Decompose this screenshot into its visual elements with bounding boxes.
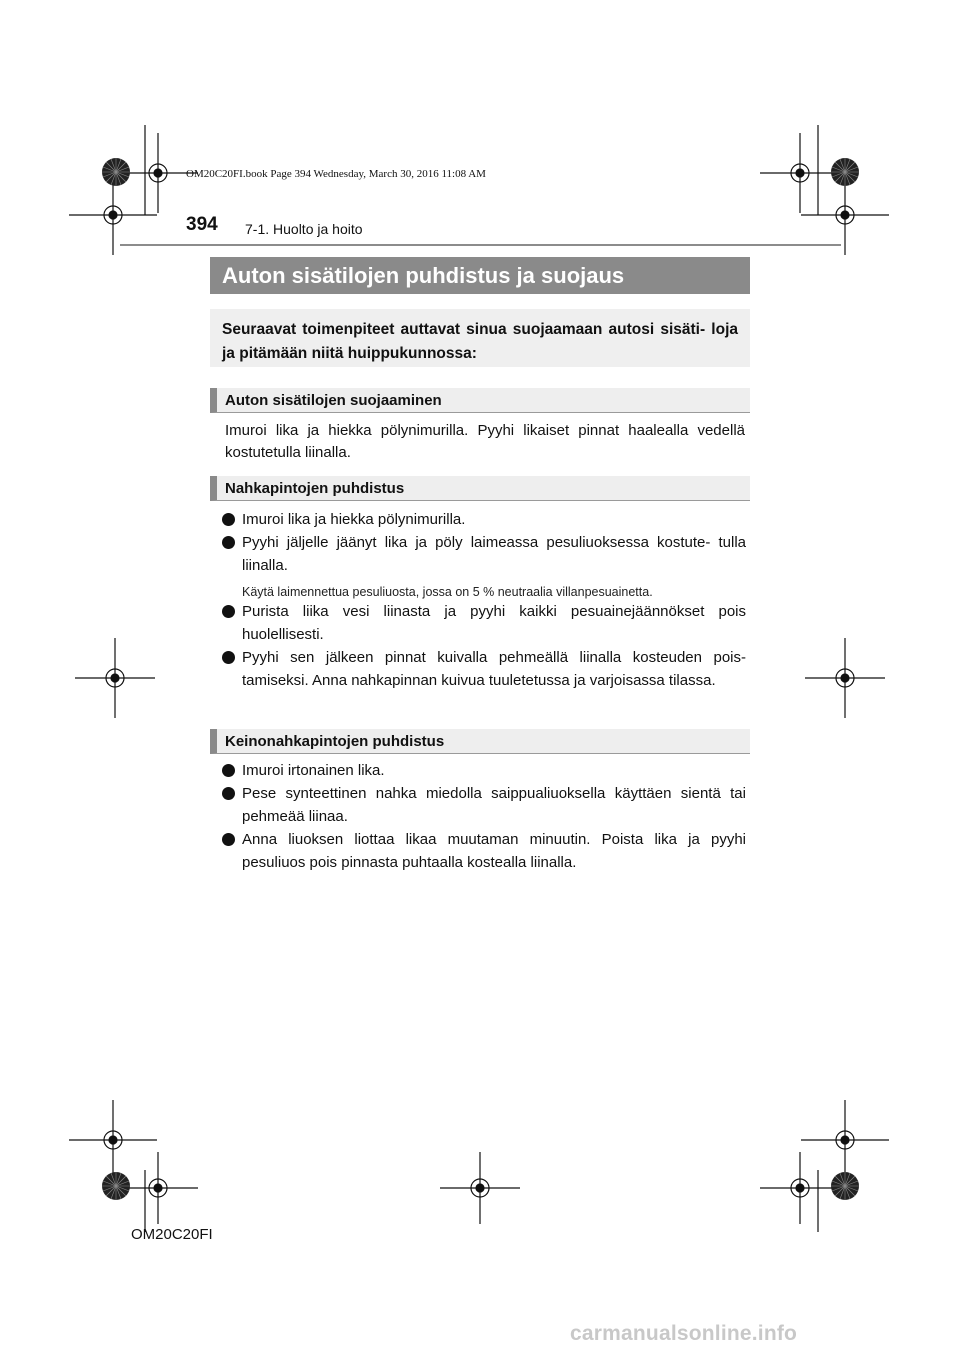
registration-disk-icon bbox=[102, 158, 130, 186]
crosshair-icon bbox=[440, 1152, 520, 1224]
book-info: OM20C20FI.book Page 394 Wednesday, March 30, 2016 11:08 AM bbox=[186, 168, 486, 180]
crosshair-icon bbox=[69, 175, 157, 255]
crosshair-icon bbox=[801, 1100, 889, 1180]
section-heading-leather: Nahkapintojen puhdistus bbox=[210, 476, 750, 501]
section-label: 7-1. Huolto ja hoito bbox=[245, 221, 363, 237]
intro-box: Seuraavat toimenpiteet auttavat sinua suojaamaan autosi sisäti- loja ja pitämään niitä huippukunnossa: bbox=[210, 309, 750, 367]
list-item: Pyyhi jäljelle jäänyt lika ja pöly laimeassa pesuliuoksessa kostute- tulla liinalla. bbox=[222, 531, 746, 577]
bullet-icon bbox=[222, 651, 235, 664]
list-item: Imuroi irtonainen lika. bbox=[222, 759, 746, 782]
bullet-icon bbox=[222, 536, 235, 549]
bullet-icon bbox=[222, 605, 235, 618]
bullet-icon bbox=[222, 764, 235, 777]
list-item: Pese synteettinen nahka miedolla saippualiuoksella käyttäen sientä tai pehmeää liinaa. bbox=[222, 782, 746, 828]
header-divider bbox=[120, 244, 841, 246]
list-item: Anna liuoksen liottaa likaa muutaman minuutin. Poista lika ja pyyhi pesuliuos pois pinnasta puhtaalla kostealla liinalla. bbox=[222, 828, 746, 874]
bullet-icon bbox=[222, 833, 235, 846]
watermark: carmanualsonline.info bbox=[570, 1322, 798, 1345]
crosshair-icon bbox=[69, 1100, 157, 1180]
crosshair-icon bbox=[760, 1152, 840, 1224]
registration-disk-icon bbox=[831, 1172, 859, 1200]
section-text-protection: Imuroi lika ja hiekka pölynimurilla. Pyyhi likaiset pinnat haalealla vedellä kostutetulla liinalla. bbox=[225, 422, 745, 461]
section-heading-synthetic-leather: Keinonahkapintojen puhdistus bbox=[210, 729, 750, 754]
document-code: OM20C20FI bbox=[131, 1226, 213, 1243]
note-text: Käytä laimennettua pesuliuosta, jossa on 5 % neutraalia villanpesuainetta. bbox=[242, 585, 653, 599]
crosshair-icon bbox=[760, 133, 840, 213]
registration-disk-icon bbox=[102, 1172, 130, 1200]
bullet-icon bbox=[222, 787, 235, 800]
registration-disk-icon bbox=[831, 158, 859, 186]
page-number: 394 bbox=[186, 214, 218, 235]
list-item: Purista liika vesi liinasta ja pyyhi kaikki pesuainejäännökset pois huolellisesti. bbox=[222, 600, 746, 646]
list-item: Pyyhi sen jälkeen pinnat kuivalla pehmeällä liinalla kosteuden pois- tamiseksi. Anna nahkapinnan kuivua tuuletetussa ja varjoisassa tilassa. bbox=[222, 646, 746, 692]
crosshair-icon bbox=[801, 175, 889, 255]
crosshair-icon bbox=[805, 638, 885, 718]
section-heading-protection: Auton sisätilojen suojaaminen bbox=[210, 388, 750, 413]
crosshair-icon bbox=[75, 638, 155, 718]
page-title: Auton sisätilojen puhdistus ja suojaus bbox=[210, 257, 750, 294]
bullet-icon bbox=[222, 513, 235, 526]
crosshair-icon bbox=[118, 1152, 198, 1224]
list-item: Imuroi lika ja hiekka pölynimurilla. bbox=[222, 508, 746, 531]
